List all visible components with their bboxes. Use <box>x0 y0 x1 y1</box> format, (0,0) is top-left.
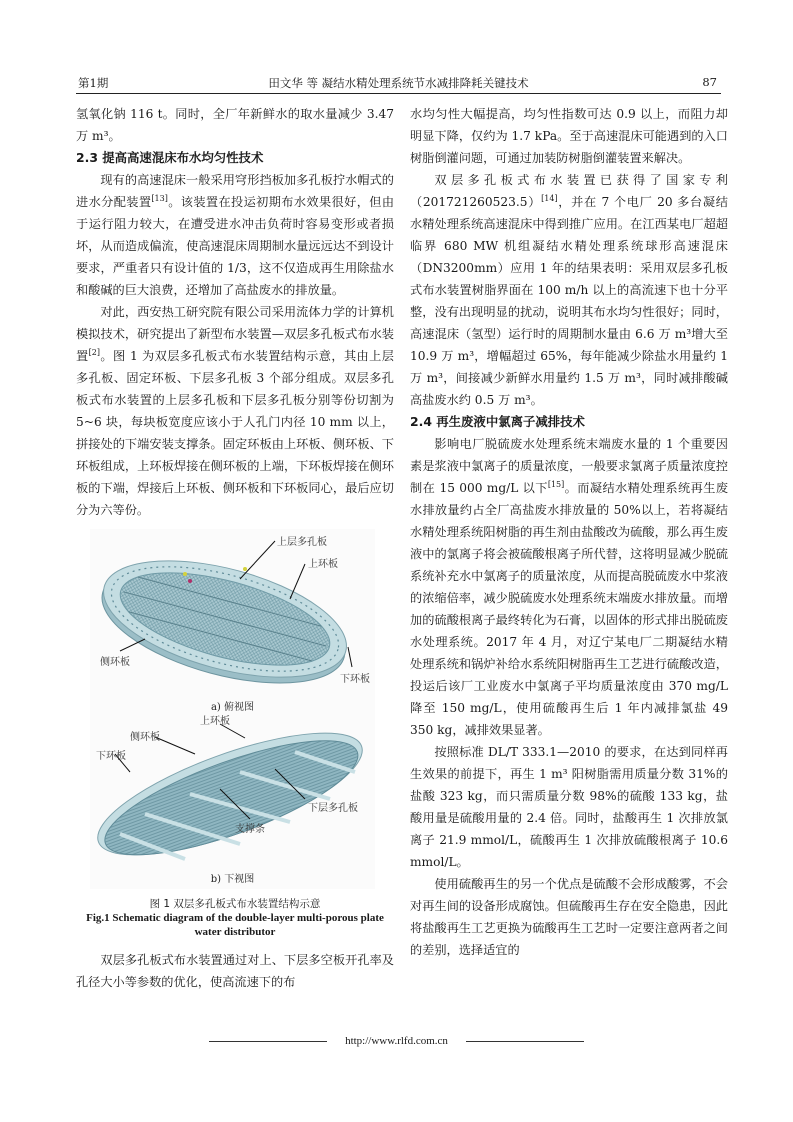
figure-caption-en: Fig.1 Schematic diagram of the double-layer multi-porous plate water distributor <box>86 912 384 938</box>
page-footer <box>0 1035 793 1047</box>
paragraph: 使用硫酸再生的另一个优点是硫酸不会形成酸雾，不会对再生间的设备形成腐蚀。但硫酸再生存在安全隐患，因此将盐酸再生工艺更换为硫酸再生工艺时一定要注意两者之间的差别，选择适宜的 <box>410 877 728 957</box>
right-column <box>410 103 728 961</box>
citation[interactable]: [13] <box>151 193 168 203</box>
section-heading-2-4: 2.4 再生废液中氯离子减排技术 <box>410 414 585 429</box>
label-lower-ring-plate: 下环板 <box>340 674 370 685</box>
paragraph <box>410 169 728 411</box>
text: 。图 1 为双层多孔板式布水装置结构示意，其由上层多孔板、固定环板、下层多孔板 3 个部分组成。双层多孔板式布水装置的上层多孔板和下层多孔板分别等份切割为 5~6 块，每块板宽度应该小于人孔门内径 10 mm 以上，拼接处的下端安装支撑条。固定环板由上环板、侧环板、下环板组成，上环板焊接在侧环板的上端，下环板焊接在侧环板的下端，焊接后上环板、侧环板和下环板同心，最后应切分为六等份。 <box>76 349 394 517</box>
text: 现有的高速混床一般采用穹形挡板加多孔板拧水帽式的进水分配装置 <box>76 173 394 209</box>
section-heading-2-3: 2.3 提高高速混床布水均匀性技术 <box>76 150 264 165</box>
label-side-ring-plate-b: 侧环板 <box>130 732 160 743</box>
paragraph <box>76 301 394 521</box>
figure-caption <box>76 897 394 939</box>
label-upper-ring-plate: 上环板 <box>308 559 338 570</box>
footer-rule-right <box>466 1041 584 1042</box>
left-column <box>76 103 394 993</box>
label-lower-ring-plate-b: 下环板 <box>96 751 126 762</box>
subcaption-a: a) 俯视图 <box>210 702 255 713</box>
label-upper-ring-plate-b: 上环板 <box>200 716 230 727</box>
figure-caption-zh: 图 1 双层多孔板式布水装置结构示意 <box>149 898 321 910</box>
paragraph <box>410 433 728 741</box>
footer-url[interactable]: http://www.rlfd.com.cn <box>345 1035 448 1047</box>
paragraph: 按照标准 DL/T 333.1—2010 的要求，在达到同样再生效果的前提下，再生 1 m³ 阳树脂需用质量分数 31%的盐酸 323 kg，而只需质量分数 98%的硫酸 133 kg，盐酸用量是硫酸用量的 2.4 倍。同时，盐酸再生 1 次排放氯离子 21.9 mmol/L，硫酸再生 1 次排放硫酸根离子 10.6 mmol/L。 <box>410 745 728 869</box>
paragraph: 氢氧化钠 116 t。同时，全厂年新鲜水的取水量减少 3.47 万 m³。 <box>76 107 394 143</box>
figure-panel-a <box>90 529 375 714</box>
issue-number: 第1期 <box>78 76 109 90</box>
paragraph: 水均匀性大幅提高，均匀性指数可达 0.9 以上，而阻力却明显下降，仅约为 1.7 kPa。至于高速混床可能遇到的入口树脂倒灌问题，可通过加装防树脂倒灌装置来解决。 <box>410 107 728 165</box>
citation[interactable]: [14] <box>541 193 558 203</box>
figure-1 <box>90 529 375 889</box>
figure-panel-b <box>90 714 375 889</box>
text: 。而凝结水精处理系统再生废水排放量约占全厂高盐废水排放量的 50%以上，若将凝结水精处理系统阳树脂的再生剂由盐酸改为硫酸，那么再生废液中的氯离子将会被硫酸根离子所代替，这将明显减少脱硫系统补充水中氯离子的质量浓度，从而提高脱硫废水中浆液的浓缩倍率，减少脱硫废水处理系统末端废水排放量。而增加的硫酸根离子最终转化为石膏，以固体的形式排出脱硫废水处理系统。2017 年 4 月，对辽宁某电厂二期凝结水精处理系统和锅炉补给水系统阳树脂再生工艺进行硫酸改造，投运后该厂工业废水中氯离子平均质量浓度由 370 mg/L 降至 150 mg/L，使用硫酸再生后 1 年内减排氯盐 49 350 kg，减排效果显著。 <box>410 481 729 737</box>
text: 对此，西安热工研究院有限公司采用流体力学的计算机模拟技术，研究提出了新型布水装置—双层多孔板式布水装置 <box>76 305 394 363</box>
label-support-strip: 支撑条 <box>235 824 265 835</box>
text: 影响电厂脱硫废水处理系统末端废水量的 1 个重要因素是浆液中氯离子的质量浓度，一般要求氯离子质量浓度控制在 15 000 mg/L 以下 <box>410 437 728 495</box>
label-side-ring-plate: 侧环板 <box>100 657 130 668</box>
running-title: 田文华 等 凝结水精处理系统节水减排降耗关键技术 <box>268 76 529 90</box>
subcaption-b: b) 下视图 <box>210 874 255 885</box>
text: 。该装置在投运初期布水效果很好，但由于运行阻力较大，在遭受进水冲击负荷时容易变形或者损坏，从而造成偏流，使高速混床周期制水量远远达不到设计要求，严重者只有设计值的 1/3，这不仅造成再生用除盐水和酸碱的巨大浪费，还增加了高盐废水的排放量。 <box>76 195 395 297</box>
paragraph <box>76 169 394 301</box>
text: ，并在 7 个电厂 20 多台凝结水精处理系统高速混床中得到推广应用。在江西某电厂超超临界 680 MW 机组凝结水精处理系统球形高速混床（DN3200mm）应用 1 年的结果表明：采用双层多孔板式布水装置树脂界面在 100 m/h 以上的高流速下也十分平整，没有出现明显的扰动，说明其布水均匀性很好；同时，高速混床（氢型）运行时的周期制水量由 6.6 万 m³增大至 10.9 万 m³，增幅超过 65%，每年能减少除盐水用量约 1 万 m³，间接减少新鲜水用量约 1.5 万 m³，同时减排酸碱高盐废水约 0.5 万 m³。 <box>410 195 728 407</box>
label-lower-perforated-plate: 下层多孔板 <box>308 803 358 814</box>
running-header <box>76 73 721 94</box>
citation[interactable]: [2] <box>88 347 100 357</box>
page-number: 87 <box>702 75 717 89</box>
citation[interactable]: [15] <box>547 479 565 489</box>
paragraph: 双层多孔板式布水装置通过对上、下层多空板开孔率及孔径大小等参数的优化，使高流速下的布 <box>76 953 394 989</box>
text: 双层多孔板式布水装置已获得了国家专利（201721260523.5） <box>410 173 728 209</box>
label-upper-perforated-plate: 上层多孔板 <box>277 537 327 548</box>
footer-rule-left <box>209 1041 327 1042</box>
